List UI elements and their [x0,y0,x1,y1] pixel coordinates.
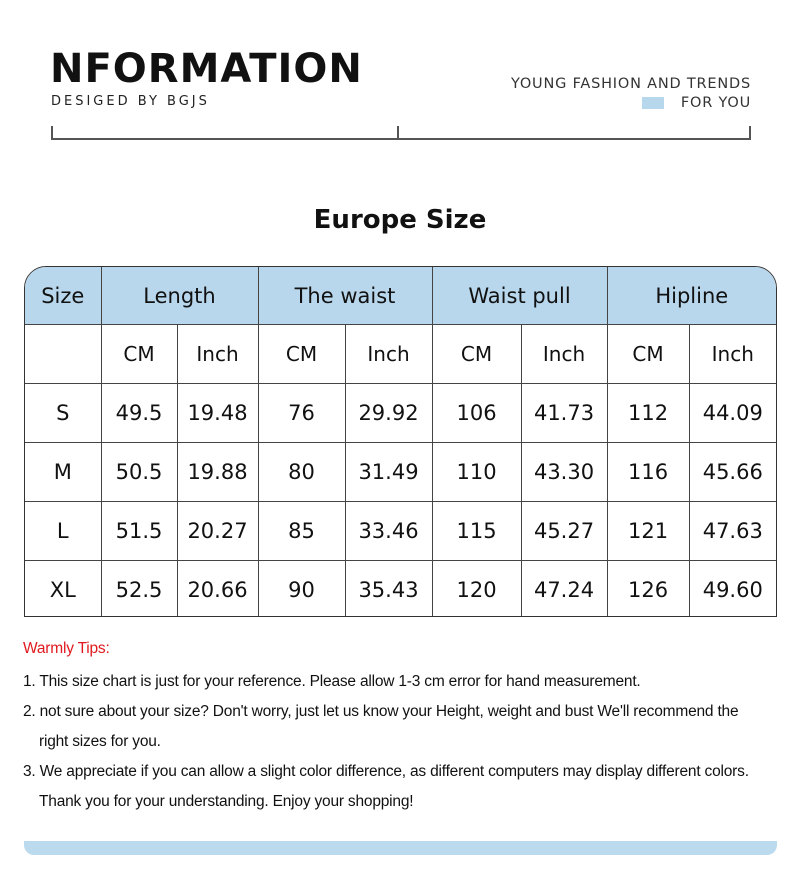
table-cell: 50.5 [101,443,177,502]
tips-section [23,640,783,817]
column-header: Waist pull [432,267,607,325]
tip-line: 1. This size chart is just for your reference. Please allow 1-3 cm error for hand measurement. [23,673,641,690]
column-header: Hipline [607,267,776,325]
unit-row [25,325,776,384]
tagline-line2: FOR YOU [680,95,751,111]
unit-cell: CM [432,325,521,384]
unit-cell: CM [607,325,689,384]
table-cell: 43.30 [521,443,607,502]
brand-title: NFORMATION [50,46,363,92]
table-cell: 85 [258,502,345,561]
size-table [25,267,776,617]
table-cell: 33.46 [345,502,432,561]
tip-line: 2. not sure about your size? Don't worry, just let us know your Height, weight and bust We'll recommend the [23,703,739,720]
unit-cell: CM [101,325,177,384]
table-cell: 115 [432,502,521,561]
table-cell: 106 [432,384,521,443]
table-cell: 110 [432,443,521,502]
size-label-cell: S [25,384,101,443]
size-table-container [24,266,777,617]
table-cell: 20.27 [177,502,258,561]
table-cell: 80 [258,443,345,502]
tagline-accent-swatch [642,97,664,109]
table-row [25,384,776,443]
tip-line-continuation: right sizes for you. [39,733,161,750]
unit-cell: CM [258,325,345,384]
table-cell: 90 [258,561,345,618]
header-divider-bracket [51,126,751,140]
tip-line-continuation: Thank you for your understanding. Enjoy your shopping! [39,793,414,810]
column-header: Length [101,267,258,325]
tips-title: Warmly Tips: [23,640,110,657]
table-cell: 51.5 [101,502,177,561]
footer-accent-bar [24,841,777,855]
unit-cell: Inch [345,325,432,384]
table-cell: 45.27 [521,502,607,561]
table-cell: 76 [258,384,345,443]
table-cell: 116 [607,443,689,502]
table-cell: 49.60 [689,561,776,618]
size-label-cell: L [25,502,101,561]
table-cell: 49.5 [101,384,177,443]
unit-cell: Inch [521,325,607,384]
column-header: Size [25,267,101,325]
table-cell: 47.63 [689,502,776,561]
table-cell: 20.66 [177,561,258,618]
table-cell: 19.88 [177,443,258,502]
table-cell: 126 [607,561,689,618]
table-cell: 45.66 [689,443,776,502]
size-label-cell: XL [25,561,101,618]
table-cell: 29.92 [345,384,432,443]
tip-line: 3. We appreciate if you can allow a slight color difference, as different computers may display different colors. [23,763,749,780]
table-cell: 41.73 [521,384,607,443]
unit-cell-blank [25,325,101,384]
table-row [25,502,776,561]
size-chart-title: Europe Size [313,205,487,235]
table-cell: 47.24 [521,561,607,618]
table-cell: 19.48 [177,384,258,443]
table-cell: 112 [607,384,689,443]
table-cell: 31.49 [345,443,432,502]
size-label-cell: M [25,443,101,502]
table-row [25,443,776,502]
table-cell: 44.09 [689,384,776,443]
brand-subtitle: DESIGED BY BGJS [51,94,210,109]
table-cell: 120 [432,561,521,618]
table-header-row [25,267,776,325]
table-row [25,561,776,618]
header-divider-tick [397,126,399,140]
table-cell: 35.43 [345,561,432,618]
column-header: The waist [258,267,432,325]
table-cell: 121 [607,502,689,561]
tagline-line1: YOUNG FASHION AND TRENDS [510,76,751,92]
unit-cell: Inch [177,325,258,384]
unit-cell: Inch [689,325,776,384]
table-cell: 52.5 [101,561,177,618]
